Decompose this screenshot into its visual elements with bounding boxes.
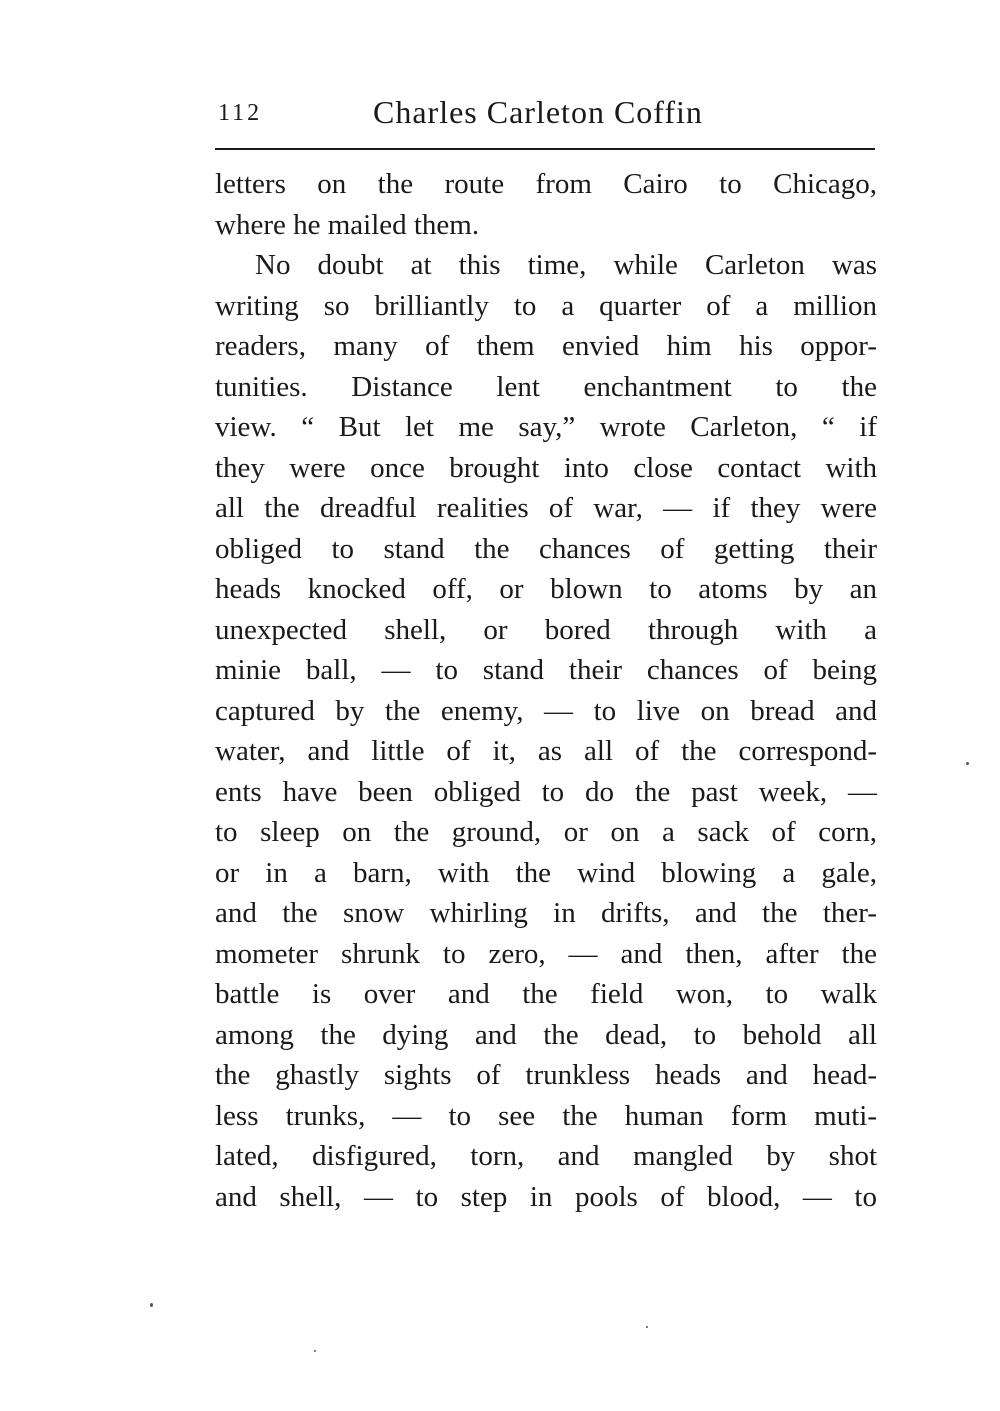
- text-line: letters on the route from Cairo to Chicago,: [215, 168, 877, 200]
- text-line: among the dying and the dead, to behold all: [215, 1018, 877, 1051]
- text-line: the ghastly sights of trunkless heads and head-: [215, 1059, 877, 1091]
- text-line: or in a barn, with the wind blowing a gale,: [215, 856, 877, 889]
- text-line: where he mailed them.: [215, 208, 480, 241]
- text-line: they were once brought into close contact with: [215, 451, 877, 484]
- text-line: readers, many of them envied him his oppor-: [215, 330, 877, 362]
- scan-speck: [966, 762, 969, 765]
- text-line: tunities. Distance lent enchantment to the: [215, 370, 877, 403]
- text-line: view. “ But let me say,” wrote Carleton, “ if: [215, 411, 877, 443]
- running-head: [215, 92, 875, 136]
- text-line: unexpected shell, or bored through with a: [215, 613, 877, 646]
- text-line: lated, disfigured, torn, and mangled by shot: [215, 1140, 877, 1172]
- page-number: 112: [218, 100, 263, 126]
- text-line: ents have been obliged to do the past week, —: [215, 775, 877, 808]
- text-line: battle is over and the field won, to walk: [215, 978, 877, 1010]
- header-rule: [215, 148, 875, 150]
- scan-speck: [314, 1350, 316, 1352]
- text-line: and shell, — to step in pools of blood, — to: [215, 1180, 877, 1213]
- text-line: captured by the enemy, — to live on bread and: [215, 694, 877, 727]
- scan-speck: [646, 1326, 648, 1328]
- text-line: heads knocked off, or blown to atoms by an: [215, 573, 877, 605]
- text-line: water, and little of it, as all of the correspond-: [215, 735, 877, 767]
- scan-speck: [150, 1303, 153, 1307]
- text-line: and the snow whirling in drifts, and the ther-: [215, 897, 877, 929]
- body-text: [215, 164, 877, 1217]
- text-line: obliged to stand the chances of getting their: [215, 532, 877, 565]
- running-title: Charles Carleton Coffin: [373, 94, 703, 130]
- text-line: mometer shrunk to zero, — and then, after the: [215, 937, 877, 970]
- text-line: all the dreadful realities of war, — if they were: [215, 492, 877, 524]
- text-line: writing so brilliantly to a quarter of a million: [215, 289, 877, 322]
- text-line: to sleep on the ground, or on a sack of corn,: [215, 816, 877, 848]
- text-line: less trunks, — to see the human form muti-: [215, 1099, 877, 1132]
- text-line: minie ball, — to stand their chances of being: [215, 654, 877, 686]
- text-line: No doubt at this time, while Carleton was: [255, 249, 877, 281]
